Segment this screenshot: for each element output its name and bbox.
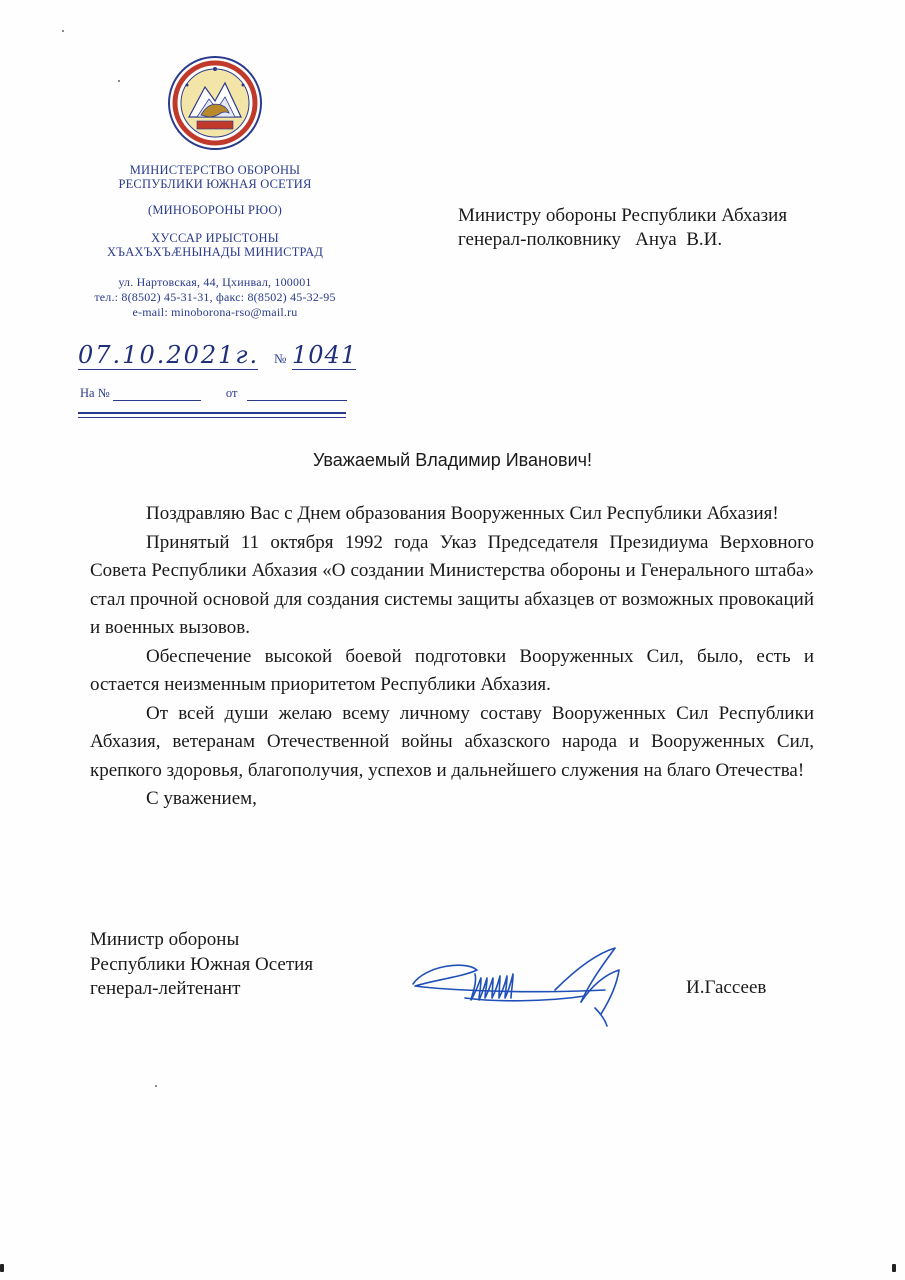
scan-speck xyxy=(62,30,64,32)
letter-body xyxy=(90,500,814,814)
reference-number-blank xyxy=(113,400,201,401)
org-email: e-mail: minoborona-rso@mail.ru xyxy=(132,305,298,319)
reference-date-blank xyxy=(247,400,347,401)
org-name-ossetian-line2: ХЪАХЪХЪÆНЫНАДЫ МИНИСТРАД xyxy=(106,245,324,259)
registration-line xyxy=(78,341,368,371)
letterhead-divider-thin xyxy=(78,417,346,418)
org-name-line2: РЕСПУБЛИКИ ЮЖНАЯ ОСЕТИЯ xyxy=(118,177,312,191)
salutation: Уважаемый Владимир Иванович! xyxy=(313,450,592,470)
body-paragraph: Обеспечение высокой боевой подготовки Вооруженных Сил, было, есть и остается неизменным приоритетом Республики Абхазия. xyxy=(90,645,814,695)
body-paragraph: Поздравляю Вас с Днем образования Вооруженных Сил Республики Абхазия! xyxy=(146,503,779,524)
scan-speck xyxy=(118,80,120,82)
addressee-line1: Министру обороны Республики Абхазия xyxy=(458,205,788,226)
letterhead xyxy=(70,55,360,320)
org-phones: тел.: 8(8502) 45-31-31, факс: 8(8502) 45-32-95 xyxy=(94,290,336,304)
reference-from-label: от xyxy=(225,386,238,400)
letterhead-divider xyxy=(78,412,346,414)
org-name-line1: МИНИСТЕРСТВО ОБОРОНЫ xyxy=(129,163,301,177)
number-underline xyxy=(292,369,356,370)
date-underline xyxy=(78,369,258,370)
signatory-title-line1: Министр обороны xyxy=(90,929,240,950)
signatory-title xyxy=(90,928,313,1002)
addressee-block xyxy=(458,204,858,252)
reference-number-label: На № xyxy=(80,386,110,400)
coat-of-arms-icon xyxy=(167,55,263,151)
org-abbreviation: (МИНОБОРОНЫ РЮО) xyxy=(147,203,282,217)
scan-edge-mark xyxy=(0,1264,4,1272)
signatory-name: И.Гассеев xyxy=(686,977,767,998)
addressee-line2: генерал-полковнику Ануа В.И. xyxy=(458,229,723,250)
reference-line xyxy=(80,386,347,401)
scan-speck xyxy=(155,1085,157,1087)
body-paragraph: Принятый 11 октября 1992 года Указ Председателя Президиума Верховного Совета Республики Абхазия «О создании Министерства обороны и Генерального штаба» стал прочной основой для создания системы защиты абхазцев от возможных провокаций и военных вызовов. xyxy=(90,531,814,638)
handwritten-signature xyxy=(405,940,645,1030)
closing-phrase: С уважением, xyxy=(146,788,257,809)
scan-edge-mark xyxy=(892,1264,896,1272)
signatory-title-line2: Республики Южная Осетия xyxy=(90,953,314,975)
registration-date: 07.10.2021г. xyxy=(78,341,260,369)
org-address: ул. Нартовская, 44, Цхинвал, 100001 xyxy=(118,275,312,289)
org-name-ossetian-line1: ХУССАР ИРЫСТОНЫ xyxy=(151,231,279,245)
body-paragraph: От всей души желаю всему личному составу Вооруженных Сил Республики Абхазия, ветеранам Отечественной войны абхазского народа и Вооруженных Сил, крепкого здоровья, благополучия, успехов и дальнейшего служения на благо Отечества! xyxy=(90,702,814,781)
registration-number: 1041 xyxy=(292,341,358,369)
signatory-title-line3: генерал-лейтенант xyxy=(90,978,241,999)
registration-number-label: № xyxy=(274,351,287,366)
